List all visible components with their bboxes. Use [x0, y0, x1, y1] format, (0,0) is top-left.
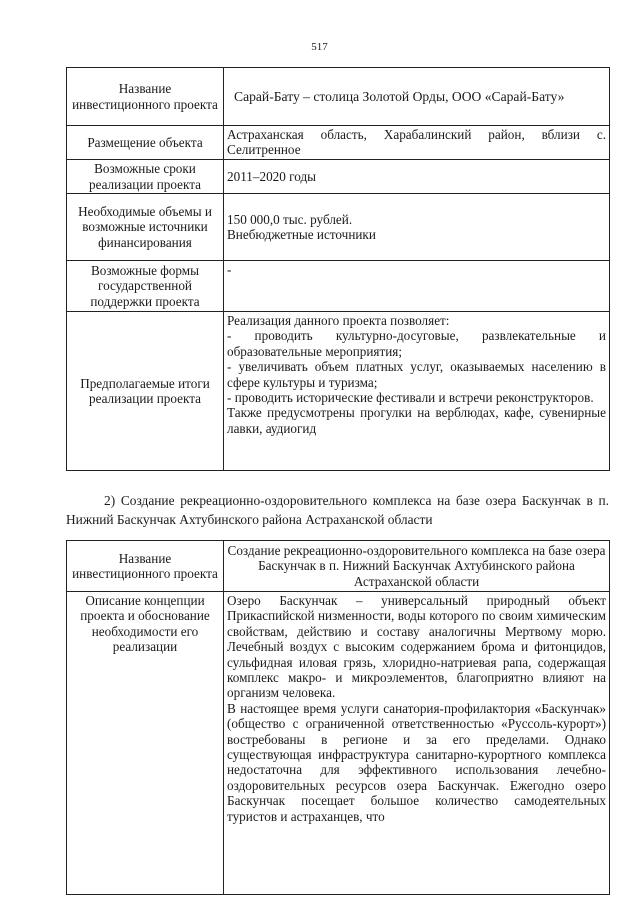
section-heading-paragraph: 2) Создание рекреационно-оздоровительного комплекса на базе озера Баскунчак в п. Нижний Баскунчак Ахтубинского района Астраханской области [66, 493, 609, 527]
results-item: - проводить исторические фестивали и встречи реконструкторов. [227, 390, 594, 406]
row-label-state-support: Возможные формы государственной поддержки проекта [67, 261, 224, 312]
financing-source: Внебюджетные источники [227, 227, 376, 242]
financing-amount: 150 000,0 тыс. рублей. [227, 211, 353, 227]
row-value-state-support: - [224, 261, 610, 312]
row-label-project-name: Название инвестиционного проекта [67, 541, 224, 592]
row-value-timeline: 2011–2020 годы [224, 160, 610, 194]
row-value-location: Астраханская область, Харабалинский район, вблизи с. Селитренное [224, 126, 610, 160]
table-row [67, 541, 610, 592]
table-row [67, 126, 610, 160]
table-row [67, 312, 610, 471]
results-intro: Реализация данного проекта позволяет: [227, 313, 450, 328]
results-item: - увеличивать объем платных услуг, оказываемых населению в сфере культуры и туризма; [227, 359, 606, 390]
investment-project-table-1 [66, 67, 610, 471]
row-value-financing [224, 194, 610, 261]
concept-paragraph: В настоящее время услуги санатория-профилактория «Баскунчак» (общество с ограниченной ответственностью «Руссоль-курорт») востребованы в регионе и за его пределами. Однако существующая инфраструктура санитарно-курортного комплекса недостаточна для эффективного использования лечебно-оздоровительных ресурсов озера Баскунчак. Ежегодно озеро Баскунчак посещает большое количество самодеятельных туристов и астраханцев, что [227, 700, 606, 824]
row-value-expected-results [224, 312, 610, 471]
row-label-location: Размещение объекта [67, 126, 224, 160]
table-row [67, 261, 610, 312]
row-label-expected-results: Предполагаемые итоги реализации проекта [67, 312, 224, 471]
table-row [67, 160, 610, 194]
row-label-concept: Описание концепции проекта и обоснование необходимости его реализации [67, 592, 224, 895]
table-row [67, 592, 610, 895]
results-note: Также предусмотрены прогулки на верблюдах, кафе, сувенирные лавки, аудиогид [227, 405, 606, 436]
row-label-project-name: Название инвестиционного проекта [67, 68, 224, 126]
row-value-project-name: Сарай-Бату – столица Золотой Орды, ООО «Сарай-Бату» [224, 68, 610, 126]
table-row [67, 194, 610, 261]
concept-paragraph: Озеро Баскунчак – универсальный природный объект Прикаспийской низменности, воды которого по своим химическим свойствам, действию и составу аналогичны Мертвому морю. Лечебный воздух с высоким содержанием брома и фитонцидов, сульфидная иловая грязь, хлоридно-натриевая рапа, содержащая комплекс макро- и микроэлементов, благоприятно влияют на организм человека. [227, 593, 606, 701]
row-value-project-name: Создание рекреационно-оздоровительного комплекса на базе озера Баскунчак в п. Нижний Баскунчак Ахтубинского района Астраханской области [224, 541, 610, 592]
table-row [67, 68, 610, 126]
results-item: - проводить культурно-досуговые, развлекательные и образовательные мероприятия; [227, 328, 606, 359]
investment-project-table-2 [66, 540, 610, 895]
row-value-concept [224, 592, 610, 895]
row-label-timeline: Возможные сроки реализации проекта [67, 160, 224, 194]
row-label-financing: Необходимые объемы и возможные источники финансирования [67, 194, 224, 261]
page-number: 517 [311, 41, 328, 53]
